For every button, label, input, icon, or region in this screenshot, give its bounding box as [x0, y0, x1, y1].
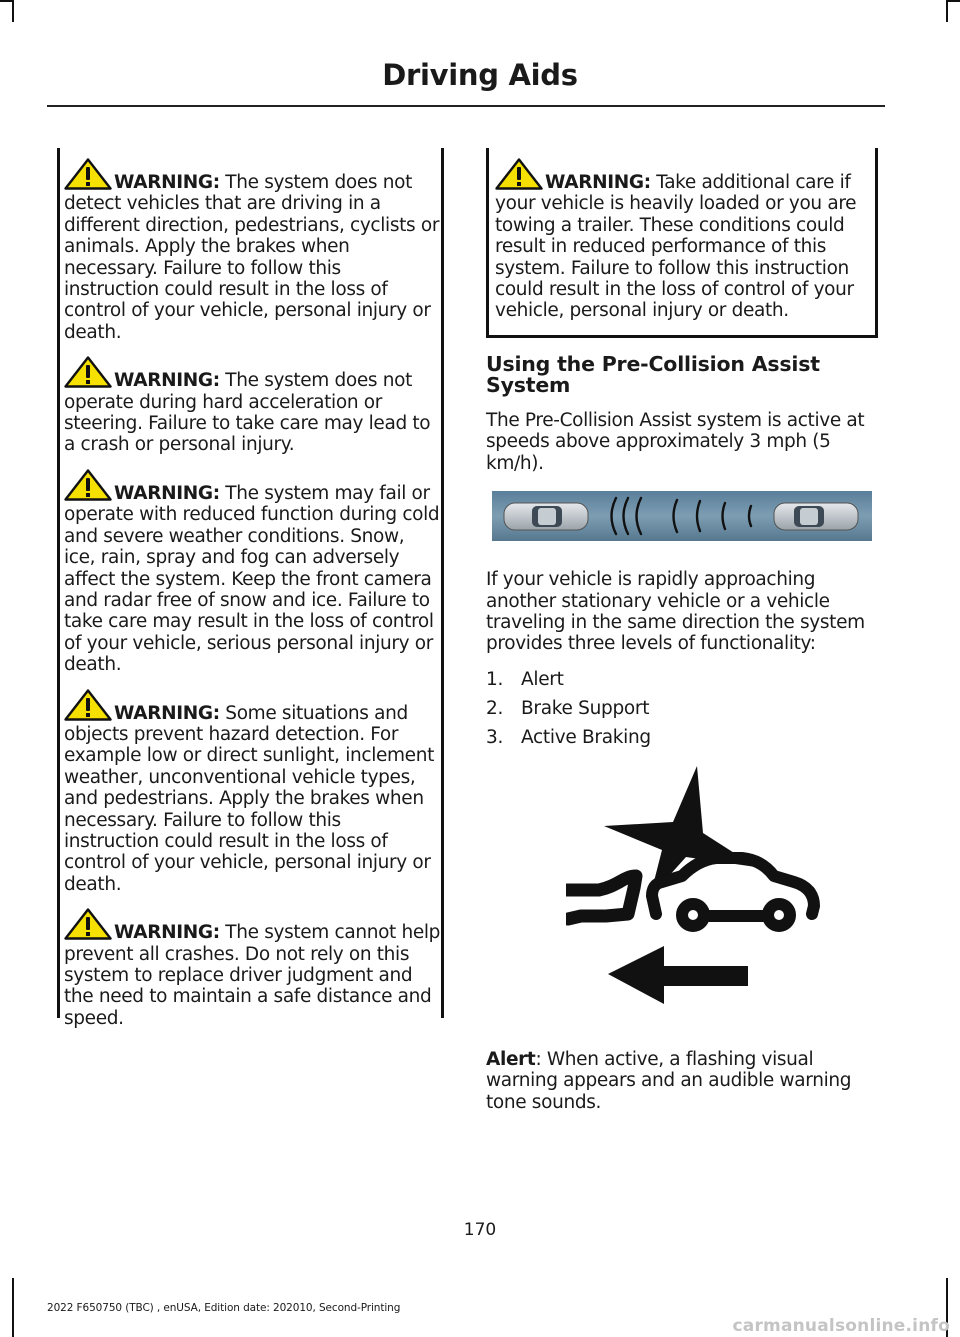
list-item — [486, 669, 878, 690]
warning-block — [60, 908, 441, 1029]
page-number: 170 — [463, 1220, 497, 1240]
car-icon — [504, 503, 588, 530]
watermark: carmanualsonline.info — [732, 1316, 950, 1336]
levels-list — [486, 669, 878, 748]
list-number: 1. — [486, 668, 504, 690]
warning-label: WARNING: — [114, 482, 220, 504]
vehicle-outline-icon — [652, 858, 814, 926]
list-number: 3. — [486, 726, 504, 748]
section-heading: Using the Pre-Collision Assist System — [486, 352, 820, 397]
warning-text: The system may fail or operate with reduced function during cold and severe weather conditions. Snow, ice, rain, spray and fog can adversely affect the system. Keep the front camera and radar free of snow and ice. Failure to take care may result in the loss of control of your vehicle, serious personal injury or death. — [64, 482, 440, 676]
warning-label: WARNING: — [114, 172, 220, 193]
warning-label: WARNING: — [114, 922, 220, 944]
intro-paragraph: The Pre-Collision Assist system is active at speeds above approximately 3 mph (5 km/h). — [486, 410, 865, 474]
warning-text: The system does not operate during hard acceleration or steering. Failure to take care may lead to a crash or personal injury. — [64, 370, 431, 456]
list-label: Brake Support — [521, 697, 650, 719]
crop-mark — [948, 0, 960, 2]
alert-paragraph — [486, 1049, 878, 1113]
warning-block — [60, 158, 441, 343]
warning-block — [60, 356, 441, 456]
warning-label: WARNING: — [114, 702, 220, 724]
warning-text: The system cannot help prevent all crashes. Do not rely on this system to replace driver judgment and the need to maintain a safe distance and speed. — [64, 922, 441, 1029]
warning-text: The system does not detect vehicles that are driving in a different direction, pedestrians, cyclists or animals. Apply the brakes when necessary. Failure to follow this instruction could result in the loss of control of your vehicle, personal injury or death. — [64, 172, 440, 343]
list-label: Active Braking — [521, 726, 651, 748]
car-icon — [774, 503, 858, 530]
warning-triangle-icon — [495, 158, 543, 190]
warning-triangle-icon — [64, 356, 112, 388]
radar-diagram-image — [492, 491, 872, 541]
list-item — [486, 727, 878, 748]
arrow-left-icon — [608, 946, 748, 1004]
alert-description: : When active, a flashing visual warning appears and an audible warning tone sounds. — [486, 1048, 852, 1113]
warning-block — [60, 689, 441, 896]
crop-mark — [12, 1278, 14, 1337]
warning-text: Some situations and objects prevent hazard detection. For example low or direct sunlight, inclement weather, unconventional vehicle types, and pedestrians. Apply the brakes when necessary. Failure to follow this instruction could result in the loss of control of your vehicle, personal injury or death. — [64, 702, 434, 895]
pre-collision-warning-icon — [566, 764, 828, 1039]
title-divider — [47, 105, 885, 107]
page-title: Driving Aids — [382, 58, 578, 92]
warning-triangle-icon — [64, 469, 112, 501]
right-column — [486, 148, 878, 1113]
warning-label: WARNING: — [545, 172, 651, 193]
alert-term: Alert — [486, 1048, 536, 1070]
warning-block — [60, 469, 441, 676]
list-label: Alert — [521, 668, 564, 690]
crop-mark — [12, 0, 14, 22]
warning-text: Take additional care if your vehicle is heavily loaded or you are towing a trailer. These conditions could result in reduced performance of this system. Failure to follow this instruction could result in the loss of control of your vehicle, personal injury or death. — [495, 172, 857, 322]
description-paragraph: If your vehicle is rapidly approaching another stationary vehicle or a vehicle traveling in the same direction the system provides three levels of functionality: — [486, 569, 865, 655]
footer-edition: 2022 F650750 (TBC) , enUSA, Edition date: 202010, Second-Printing — [47, 1302, 401, 1314]
list-item — [486, 698, 878, 719]
warning-label: WARNING: — [114, 370, 220, 392]
warning-triangle-icon — [64, 689, 112, 721]
warning-block — [486, 148, 878, 338]
crop-mark — [0, 0, 12, 2]
crop-mark — [946, 0, 948, 22]
list-number: 2. — [486, 697, 504, 719]
truck-silhouette-icon — [566, 876, 636, 919]
warning-triangle-icon — [64, 158, 112, 190]
warning-triangle-icon — [64, 908, 112, 940]
left-warnings-column — [57, 148, 444, 1029]
